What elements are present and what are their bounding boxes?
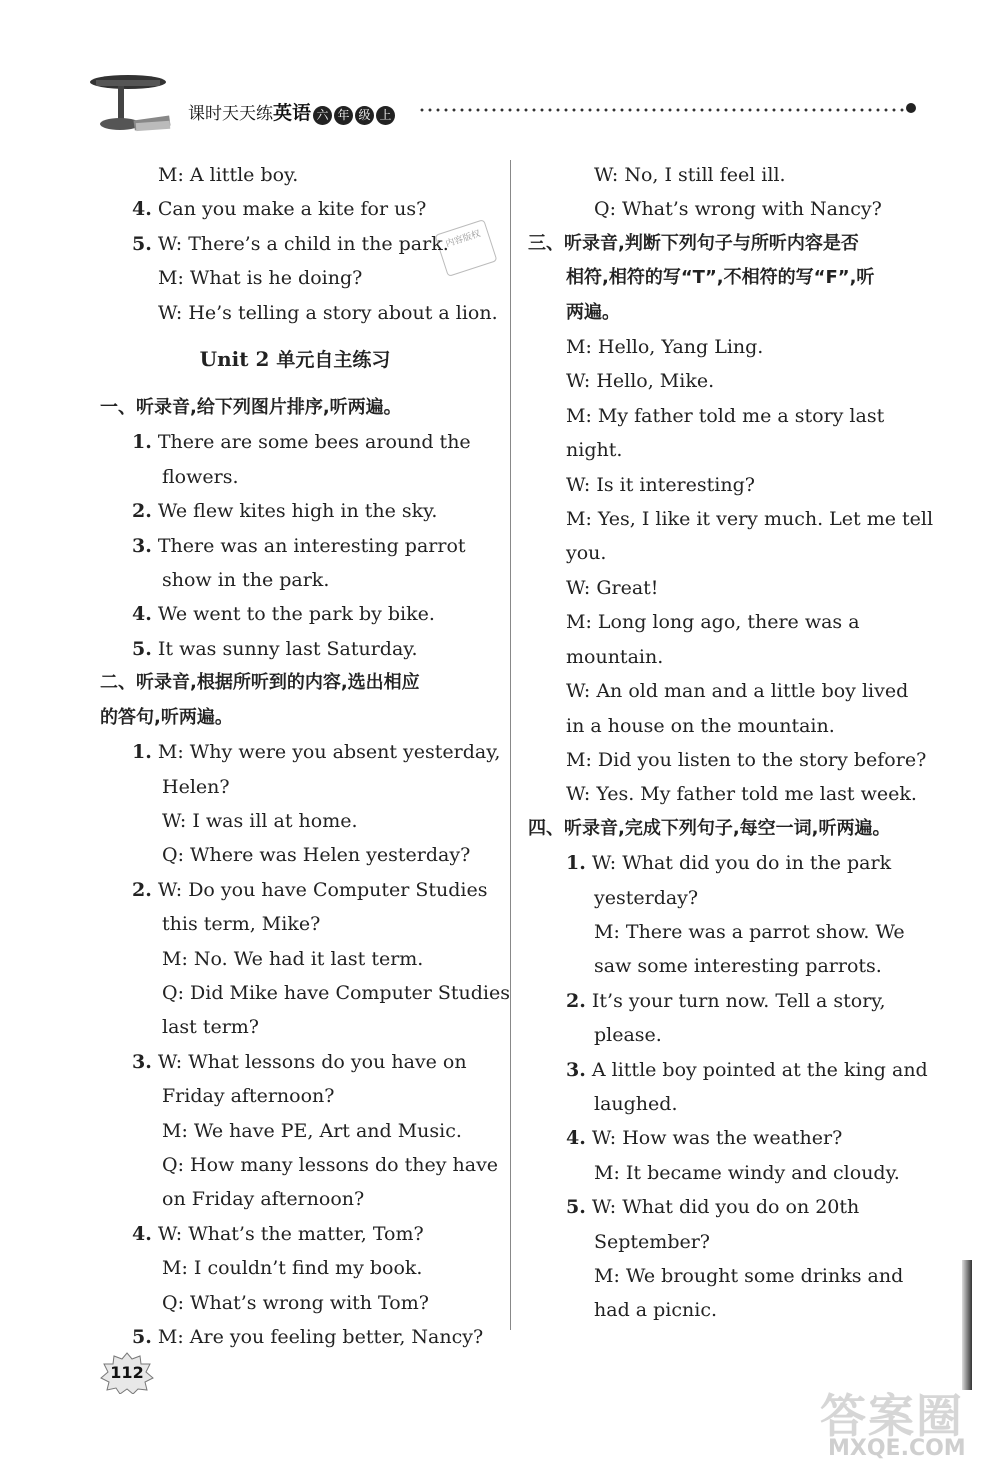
item-number: 3. — [132, 534, 152, 557]
line-text: please. — [594, 1024, 662, 1047]
line-text: M: Did you listen to the story before? — [566, 748, 927, 771]
dialogue-line — [528, 192, 920, 226]
line-text: M: Yes, I like it very much. Let me tell — [566, 508, 934, 531]
item-number: 3. — [132, 1050, 152, 1073]
line-text: had a picnic. — [594, 1299, 718, 1322]
dialogue-line — [528, 1156, 920, 1190]
dialogue-line — [528, 1190, 920, 1224]
line-text: M: Why were you absent yesterday, — [151, 741, 501, 764]
dialogue-line — [528, 399, 920, 433]
dialogue-line — [528, 640, 920, 674]
dialogue-line — [100, 735, 501, 769]
line-text: W: Yes. My father told me last week. — [566, 783, 917, 806]
line-text: yesterday? — [594, 886, 699, 909]
item-number: 1. — [132, 431, 152, 454]
line-text: W: What lessons do you have on — [151, 1050, 467, 1073]
dialogue-line — [528, 1087, 920, 1121]
dialogue-line — [100, 563, 490, 597]
line-text: W: An old man and a little boy lived — [566, 680, 909, 703]
page-number: 112 — [110, 1363, 144, 1382]
dialogue-line — [528, 777, 920, 811]
line-text: W: What’s the matter, Tom? — [151, 1222, 424, 1245]
section-heading: 一、听录音,给下列图片排序,听两遍。 — [100, 397, 402, 419]
dialogue-line — [100, 296, 498, 330]
dialogue-line — [528, 468, 920, 502]
line-text: W: What did you do in the park — [585, 852, 892, 875]
dialogue-line — [100, 460, 490, 494]
stamp-mark: 内容版权 — [434, 219, 497, 277]
dialogue-line — [100, 1079, 490, 1113]
line-text: W: How was the weather? — [585, 1127, 843, 1150]
dialogue-line — [528, 1225, 920, 1259]
right-column — [528, 158, 934, 1328]
line-text: on Friday afternoon? — [162, 1188, 365, 1211]
line-text: this term, Mike? — [162, 913, 321, 936]
line-text: M: My father told me a story last — [566, 404, 885, 427]
line-text: M: I couldn’t find my book. — [162, 1257, 423, 1280]
line-text: last term? — [162, 1016, 259, 1039]
line-text: you. — [566, 542, 607, 565]
dialogue-line — [528, 1293, 920, 1327]
line-text: M: Long long ago, there was a — [566, 611, 860, 634]
dialogue-line — [528, 605, 920, 639]
dialogue-line — [528, 846, 920, 880]
dialogue-line — [100, 770, 490, 804]
book-title-subject: 英语 — [273, 102, 312, 124]
header-dotted-rule — [418, 108, 906, 112]
dialogue-line — [100, 838, 490, 872]
item-number: 3. — [566, 1058, 586, 1081]
line-text: A little boy pointed at the king and — [585, 1058, 928, 1081]
line-text: W: Hello, Mike. — [566, 370, 715, 393]
dialogue-line — [100, 942, 490, 976]
page-header — [88, 72, 928, 142]
dialogue-line — [528, 674, 920, 708]
dialogue-line — [100, 261, 490, 295]
grade-char-3: 级 — [355, 106, 374, 125]
dialogue-line — [528, 571, 920, 605]
line-text: M: We brought some drinks and — [594, 1265, 904, 1287]
line-text: Q: Where was Helen yesterday? — [162, 844, 471, 867]
section-heading: 四、听录音,完成下列句子,每空一词,听两遍。 — [528, 817, 891, 839]
watermark — [820, 1380, 990, 1468]
dialogue-line — [528, 1121, 920, 1155]
dialogue-line — [100, 192, 490, 226]
dialogue-line — [100, 494, 490, 528]
line-text: M: Hello, Yang Ling. — [566, 336, 764, 359]
dialogue-line — [528, 364, 920, 398]
dialogue-line — [100, 1217, 490, 1251]
page-number-badge — [100, 1352, 154, 1394]
dialogue-line — [100, 1114, 490, 1148]
dialogue-line — [528, 502, 934, 536]
item-number: 1. — [566, 852, 586, 875]
line-text: Q: How many lessons do they have — [162, 1153, 499, 1176]
book-title-prefix: 课时天天练 — [188, 104, 273, 124]
dialogue-line — [100, 1182, 490, 1216]
dialogue-line — [528, 743, 927, 777]
item-number: 1. — [132, 741, 152, 764]
unit-heading-en: Unit 2 — [199, 347, 277, 372]
unit-heading — [100, 342, 490, 377]
line-text: W: Is it interesting? — [566, 473, 755, 496]
line-text: M: We have PE, Art and Music. — [162, 1119, 462, 1142]
grade-char-4: 上 — [376, 106, 395, 125]
dialogue-line — [100, 804, 490, 838]
line-text: M: There was a parrot show. We — [594, 920, 905, 943]
line-text: M: Are you feeling better, Nancy? — [151, 1326, 484, 1348]
item-number: 2. — [132, 878, 152, 901]
dialogue-line — [100, 1286, 490, 1320]
dialogue-line — [100, 1320, 490, 1354]
item-number: 4. — [566, 1127, 586, 1150]
line-text: saw some interesting parrots. — [594, 955, 882, 978]
dialogue-line — [528, 1053, 928, 1087]
line-text: We went to the park by bike. — [151, 603, 435, 626]
dialogue-line — [100, 873, 490, 907]
dialogue-line — [100, 907, 490, 941]
dialogue-line — [100, 1148, 499, 1182]
line-text: Q: What’s wrong with Nancy? — [594, 198, 882, 221]
line-text: There are some bees around the — [151, 431, 471, 454]
dialogue-line — [528, 709, 920, 743]
section-heading: 两遍。 — [566, 301, 620, 323]
item-number: 5. — [132, 232, 152, 255]
line-text: W: There’s a child in the park. — [151, 232, 449, 255]
header-end-dot — [906, 103, 916, 113]
line-text: W: He’s telling a story about a lion. — [158, 301, 498, 324]
dialogue-line — [100, 597, 490, 631]
dialogue-line — [100, 1010, 490, 1044]
dialogue-line — [528, 1018, 920, 1052]
item-number: 5. — [132, 637, 152, 660]
section-heading: 二、听录音,根据所听到的内容,选出相应 — [100, 672, 420, 694]
line-text: flowers. — [162, 465, 239, 488]
dialogue-line — [528, 915, 920, 949]
line-text: Q: What’s wrong with Tom? — [162, 1291, 429, 1314]
left-column — [100, 158, 510, 1354]
dialogue-line — [100, 632, 490, 666]
line-text: W: No, I still feel ill. — [594, 164, 786, 186]
dialogue-line — [528, 158, 920, 192]
line-text: Friday afternoon? — [162, 1085, 335, 1108]
dialogue-line — [100, 1251, 490, 1285]
line-text: W: Do you have Computer Studies — [151, 878, 488, 901]
section-heading: 相符,相符的写“T”,不相符的写“F”,听 — [566, 267, 875, 289]
item-number: 4. — [132, 1222, 152, 1245]
line-text: Can you make a kite for us? — [151, 198, 427, 221]
dialogue-line — [528, 949, 920, 983]
line-text: M: It became windy and cloudy. — [594, 1161, 900, 1184]
item-number: 2. — [132, 500, 152, 523]
item-number: 4. — [132, 198, 152, 221]
dialogue-line — [100, 158, 490, 192]
line-text: It’s your turn now. Tell a story, — [585, 989, 886, 1012]
watermark-url: MXQE.COM — [828, 1436, 966, 1461]
dialogue-line — [100, 529, 490, 563]
section-heading: 的答句,听两遍。 — [100, 706, 233, 728]
item-number: 5. — [566, 1196, 586, 1219]
book-title — [188, 98, 395, 125]
dialogue-line — [528, 881, 920, 915]
item-number: 4. — [132, 603, 152, 626]
dialogue-line — [528, 330, 920, 364]
column-divider — [510, 160, 511, 1330]
item-number: 5. — [132, 1326, 152, 1348]
dialogue-line — [528, 1259, 920, 1293]
line-text: W: Great! — [566, 576, 659, 599]
dialogue-line — [528, 433, 920, 467]
line-text: laughed. — [594, 1092, 678, 1115]
line-text: Helen? — [162, 775, 230, 798]
unit-heading-cn: 单元自主练习 — [276, 349, 391, 372]
desk-lamp-icon — [88, 72, 178, 136]
line-text: W: What did you do on 20th — [585, 1196, 860, 1219]
dialogue-line — [100, 976, 510, 1010]
line-text: night. — [566, 439, 623, 462]
item-number: 2. — [566, 989, 586, 1012]
line-text: W: I was ill at home. — [162, 809, 358, 832]
line-text: show in the park. — [162, 569, 330, 592]
dialogue-line — [100, 1045, 490, 1079]
dialogue-line — [100, 227, 490, 261]
line-text: M: A little boy. — [158, 164, 299, 186]
grade-char-1: 六 — [313, 106, 332, 125]
line-text: M: No. We had it last term. — [162, 947, 424, 970]
dialogue-line — [528, 536, 920, 570]
line-text: in a house on the mountain. — [566, 714, 835, 737]
dialogue-line — [528, 984, 920, 1018]
watermark-logo-text: 答案圈 — [820, 1389, 964, 1443]
section-heading: 三、听录音,判断下列句子与所听内容是否 — [528, 232, 859, 254]
line-text: Q: Did Mike have Computer Studies — [162, 981, 510, 1004]
line-text: There was an interesting parrot — [151, 534, 466, 557]
grade-char-2: 年 — [334, 106, 353, 125]
line-text: We flew kites high in the sky. — [151, 500, 438, 523]
page-edge-shadow — [962, 1260, 972, 1390]
line-text: mountain. — [566, 645, 664, 668]
line-text: M: What is he doing? — [158, 267, 363, 290]
dialogue-line — [100, 425, 490, 459]
line-text: It was sunny last Saturday. — [151, 637, 418, 660]
line-text: September? — [594, 1230, 710, 1253]
